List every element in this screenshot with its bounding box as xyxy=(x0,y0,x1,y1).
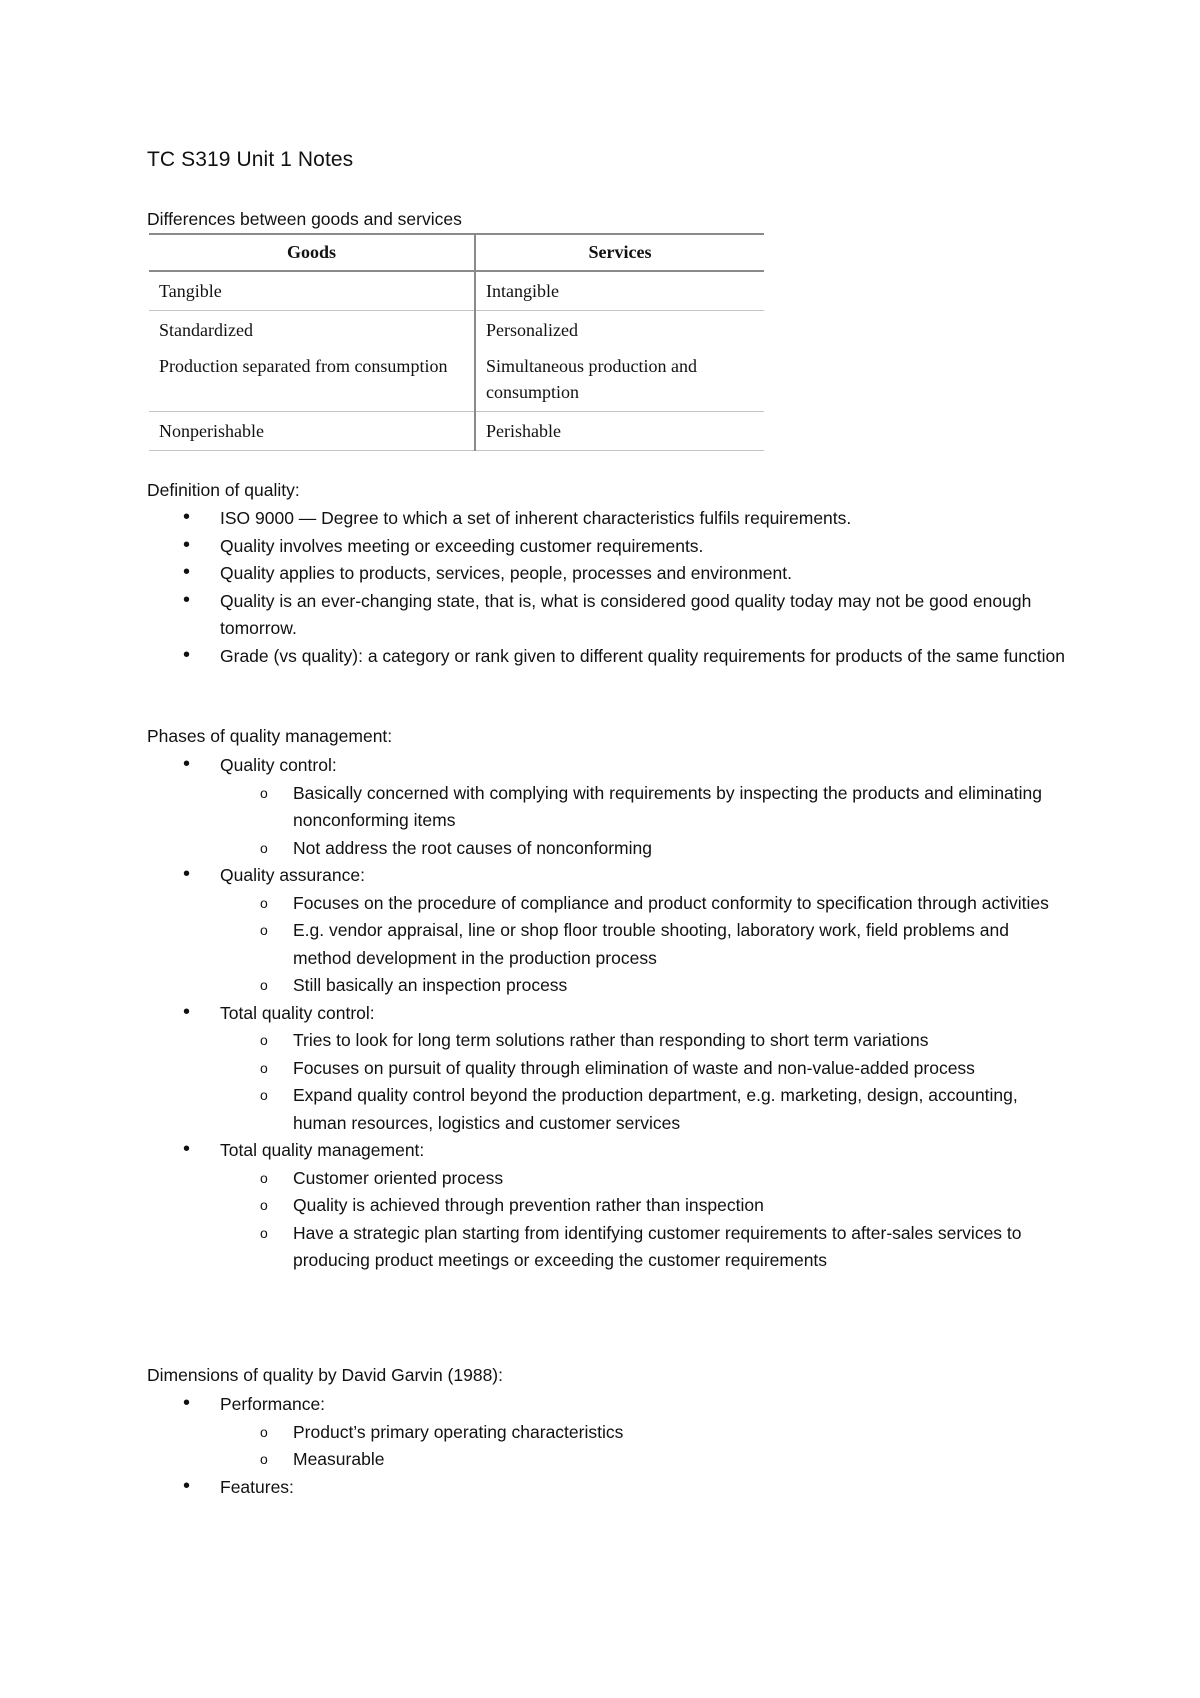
table-cell-group xyxy=(149,311,475,412)
table-row xyxy=(149,412,764,451)
phase-label: Quality control: xyxy=(220,755,337,775)
table-header-goods: Goods xyxy=(149,234,475,271)
phases-heading: Phases of quality management: xyxy=(147,726,393,746)
phase-label: Total quality management: xyxy=(220,1140,425,1160)
sub-list-item: o Still basically an inspection process xyxy=(220,972,1067,1000)
phase-label: Total quality control: xyxy=(220,1002,375,1023)
list-item: • ISO 9000 — Degree to which a set of inherent characteristics fulfils requirements. xyxy=(147,505,1067,533)
table-cell: Intangible xyxy=(475,271,764,311)
list-item: • Quality involves meeting or exceeding customer requirements. xyxy=(147,533,1067,561)
dimensions-list xyxy=(147,1391,1067,1501)
sub-list xyxy=(220,1165,1067,1275)
dimension-label: Performance: xyxy=(220,1394,326,1414)
sub-list-item: o Not address the root causes of nonconforming xyxy=(220,835,1067,863)
document-title: TC S319 Unit 1 Notes xyxy=(147,148,354,171)
sub-list-item: o Have a strategic plan starting from identifying customer requirements to after-sales services to producing product meetings or exceeding the customer requirements xyxy=(220,1220,1067,1275)
sub-list-item: o Customer oriented process xyxy=(220,1165,1067,1193)
list-item: • Quality applies to products, services, people, processes and environment. xyxy=(147,560,1067,588)
list-item: • Quality is an ever-changing state, that is, what is considered good quality today may not be good enough tomorrow. xyxy=(147,588,1067,643)
table-row xyxy=(149,271,764,311)
sub-list-item: o Focuses on pursuit of quality through elimination of waste and non-value-added process xyxy=(220,1055,1067,1083)
table-cell: Standardized xyxy=(159,320,253,340)
sub-list xyxy=(220,890,1067,1000)
sub-list-item: o Tries to look for long term solutions rather than responding to short term variations xyxy=(220,1027,1067,1055)
table-cell: Simultaneous production and consumption xyxy=(486,356,697,402)
phases-list xyxy=(147,752,1067,1275)
table-cell: Nonperishable xyxy=(149,412,475,451)
sub-list-item: o Basically concerned with complying with requirements by inspecting the products and eliminating nonconforming items xyxy=(220,780,1067,835)
goods-services-table xyxy=(149,233,764,451)
table-cell: Perishable xyxy=(475,412,764,451)
sub-list-item: o Measurable xyxy=(220,1446,1067,1474)
definition-heading: Definition of quality: xyxy=(147,480,300,500)
sub-list-item: o Expand quality control beyond the production department, e.g. marketing, design, accounting, human resources, logistics and customer services xyxy=(220,1082,1067,1137)
list-item xyxy=(147,1137,1067,1275)
list-item xyxy=(147,1474,1067,1502)
list-item: • Grade (vs quality): a category or rank given to different quality requirements for products of the same function xyxy=(147,643,1067,671)
sub-list xyxy=(220,780,1067,863)
sub-list xyxy=(220,1419,1067,1474)
sub-list xyxy=(220,1027,1067,1137)
sub-list-item: o Product’s primary operating characteristics xyxy=(220,1419,1067,1447)
table-cell: Tangible xyxy=(149,271,475,311)
sub-list-item: o Focuses on the procedure of compliance and product conformity to specification through activities xyxy=(220,890,1067,918)
list-item xyxy=(147,752,1067,862)
phase-label: Quality assurance: xyxy=(220,865,365,885)
table-header-services: Services xyxy=(475,234,764,271)
table-cell: Personalized xyxy=(486,320,578,340)
list-item xyxy=(147,862,1067,1000)
table-heading: Differences between goods and services xyxy=(147,209,462,229)
table-cell-group xyxy=(475,311,764,412)
definition-list xyxy=(147,505,1067,670)
sub-list-item: o Quality is achieved through prevention rather than inspection xyxy=(220,1192,1067,1220)
table-row xyxy=(149,311,764,412)
dimension-label: Features: xyxy=(220,1476,294,1497)
dimensions-heading: Dimensions of quality by David Garvin (1988): xyxy=(147,1365,503,1385)
table-cell: Production separated from consumption xyxy=(159,356,448,376)
list-item xyxy=(147,1391,1067,1474)
list-item xyxy=(147,1000,1067,1138)
sub-list-item: o E.g. vendor appraisal, line or shop floor trouble shooting, laboratory work, field problems and method development in the production process xyxy=(220,917,1067,972)
